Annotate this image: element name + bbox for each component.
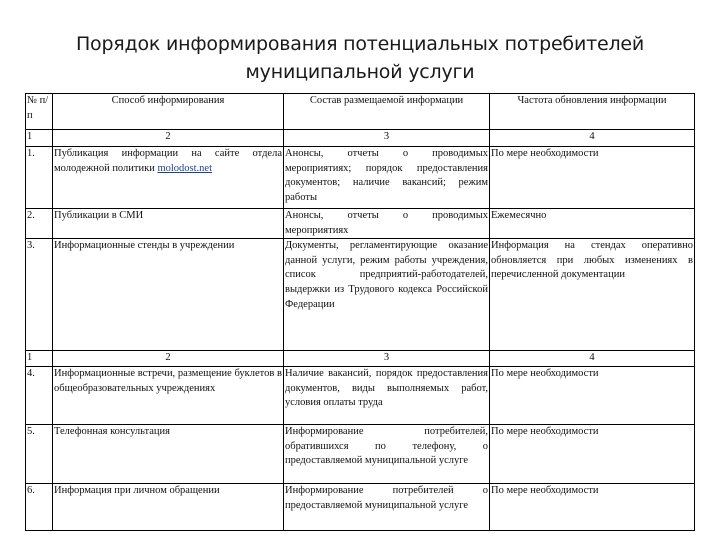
header-num: № п/п: [26, 94, 53, 130]
column-number-4: 4: [490, 130, 695, 147]
row-num: 2.: [26, 209, 53, 239]
row-frequency: По мере необходимости: [490, 425, 695, 484]
row-frequency: По мере необходимости: [490, 147, 695, 209]
title-line-1: Порядок информирования потенциальных потребителей: [75, 33, 645, 55]
row-content: Документы, регламентирующие оказание данной услуги, режим работы учреждения, список предприятий-работодателей, выдержки из Трудового кодекса Российской Федерации: [284, 239, 490, 351]
row-num: 3.: [26, 239, 53, 351]
table-header-row: [26, 94, 695, 130]
row-method: Информационные встречи, размещение буклетов в общеобразовательных учреждениях: [53, 367, 284, 425]
row-method: Информация при личном обращении: [53, 484, 284, 531]
column-number-1: 1: [26, 130, 53, 147]
row-frequency: По мере необходимости: [490, 367, 695, 425]
header-method: Способ информирования: [53, 94, 284, 130]
table-row: [26, 239, 695, 351]
row-method-text: Публикация информации на сайте отдела молодежной политики: [54, 148, 282, 174]
column-number-4: 4: [490, 351, 695, 367]
table-row: [26, 209, 695, 239]
row-content: Анонсы, отчеты о проводимых мероприятиях; порядок предоставления документов; наличие вакансий; режим работы: [284, 147, 490, 209]
row-num: 1.: [26, 147, 53, 209]
header-content: Состав размещаемой информации: [284, 94, 490, 130]
row-content: Информирование потребителей, обратившихся по телефону, о предоставляемой муниципальной услуге: [284, 425, 490, 484]
row-method: Телефонная консультация: [53, 425, 284, 484]
row-frequency: По мере необходимости: [490, 484, 695, 531]
document-title: [0, 30, 720, 86]
row-content: Анонсы, отчеты о проводимых мероприятиях: [284, 209, 490, 239]
table-row: [26, 367, 695, 425]
table-row: [26, 425, 695, 484]
row-content: Информирование потребителей о предоставляемой муниципальной услуге: [284, 484, 490, 531]
column-number-1: 1: [26, 351, 53, 367]
table-row: [26, 484, 695, 531]
information-table: [25, 93, 695, 531]
row-method: Информационные стенды в учреждении: [53, 239, 284, 351]
row-num: 6.: [26, 484, 53, 531]
row-method: Публикации в СМИ: [53, 209, 284, 239]
table-row: [26, 147, 695, 209]
column-number-3: 3: [284, 351, 490, 367]
title-line-2: муниципальной услуги: [245, 61, 475, 83]
row-method: [53, 147, 284, 209]
column-number-3: 3: [284, 130, 490, 147]
column-number-row: [26, 130, 695, 147]
row-num: 5.: [26, 425, 53, 484]
row-frequency: Информация на стендах оперативно обновляется при любых изменениях в перечисленной документации: [490, 239, 695, 351]
row-frequency: Ежемесячно: [490, 209, 695, 239]
row-content: Наличие вакансий, порядок предоставления документов, виды выполняемых работ, условия оплаты труда: [284, 367, 490, 425]
row-num: 4.: [26, 367, 53, 425]
website-link[interactable]: molodost.net: [157, 162, 213, 174]
column-number-row-repeat: [26, 351, 695, 367]
header-frequency: Частота обновления информации: [490, 94, 695, 130]
column-number-2: 2: [53, 130, 284, 147]
column-number-2: 2: [53, 351, 284, 367]
